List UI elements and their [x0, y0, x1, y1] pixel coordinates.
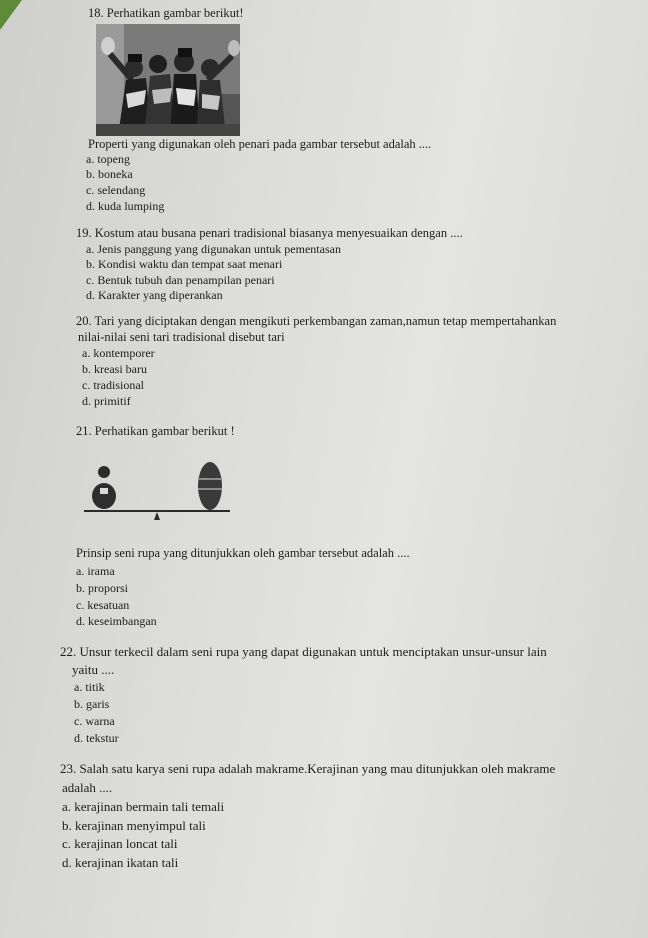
- q20-option-b: b. kreasi baru: [82, 362, 147, 376]
- q23-prompt-line2: adalah ....: [62, 780, 113, 795]
- q23-option-d: d. kerajinan ikatan tali: [62, 855, 179, 870]
- q20-option-c: c. tradisional: [82, 378, 144, 392]
- q18-option-d: d. kuda lumping: [86, 199, 165, 213]
- dancers-photo: [96, 24, 240, 136]
- balance-illustration: [80, 452, 240, 532]
- q23-prompt-line1: 23. Salah satu karya seni rupa adalah makrame.Kerajinan yang mau ditunjukkan oleh makrame: [60, 761, 556, 776]
- q18-prompt: Properti yang digunakan oleh penari pada gambar tersebut adalah ....: [88, 137, 432, 151]
- q20-option-a: a. kontemporer: [82, 346, 155, 360]
- balance-scale-graphic: [80, 452, 240, 532]
- q19-option-b: b. Kondisi waktu dan tempat saat menari: [86, 257, 283, 271]
- q20-option-d: d. primitif: [82, 394, 131, 408]
- q19-option-c: c. Bentuk tubuh dan penampilan penari: [86, 273, 275, 287]
- q20-prompt-line2: nilai-nilai seni tari tradisional disebut tari: [78, 330, 285, 344]
- q19-option-d: d. Karakter yang diperankan: [86, 288, 223, 302]
- q20-prompt-line1: 20. Tari yang diciptakan dengan mengikuti perkembangan zaman,namun tetap mempertahankan: [76, 314, 557, 328]
- q22-option-b: b. garis: [74, 697, 110, 711]
- q21-option-c: c. kesatuan: [76, 598, 130, 612]
- fulcrum-triangle: [154, 512, 160, 520]
- q23-option-c: c. kerajinan loncat tali: [62, 836, 178, 851]
- q18-option-a: a. topeng: [86, 152, 130, 166]
- q21-option-d: d. keseimbangan: [76, 614, 157, 628]
- q22-option-d: d. tekstur: [74, 731, 119, 745]
- q21-prompt: Prinsip seni rupa yang ditunjukkan oleh gambar tersebut adalah ....: [76, 546, 410, 560]
- right-tall-oval: [198, 462, 222, 510]
- q18-option-c: c. selendang: [86, 183, 146, 197]
- left-large-oval: [92, 483, 116, 509]
- green-corner-decoration: [0, 0, 22, 30]
- q22-prompt-line2: yaitu ....: [72, 662, 115, 677]
- q21-option-a: a. irama: [76, 564, 115, 578]
- q23-option-b: b. kerajinan menyimpul tali: [62, 818, 206, 833]
- q19-option-a: a. Jenis panggung yang digunakan untuk pementasan: [86, 242, 341, 256]
- left-small-circle: [98, 466, 110, 478]
- q19-prompt: 19. Kostum atau busana penari tradisional biasanya menyesuaikan dengan ....: [76, 226, 463, 240]
- q21-title: 21. Perhatikan gambar berikut !: [76, 424, 235, 438]
- q18-option-b: b. boneka: [86, 167, 133, 181]
- q22-option-a: a. titik: [74, 680, 105, 694]
- q18-title: 18. Perhatikan gambar berikut!: [88, 6, 244, 20]
- q22-prompt-line1: 22. Unsur terkecil dalam seni rupa yang dapat digunakan untuk menciptakan unsur-unsur lain: [60, 644, 547, 659]
- q21-option-b: b. proporsi: [76, 581, 128, 595]
- q22-option-c: c. warna: [74, 714, 115, 728]
- dancers-illustration: [96, 24, 240, 136]
- q23-option-a: a. kerajinan bermain tali temali: [62, 799, 225, 814]
